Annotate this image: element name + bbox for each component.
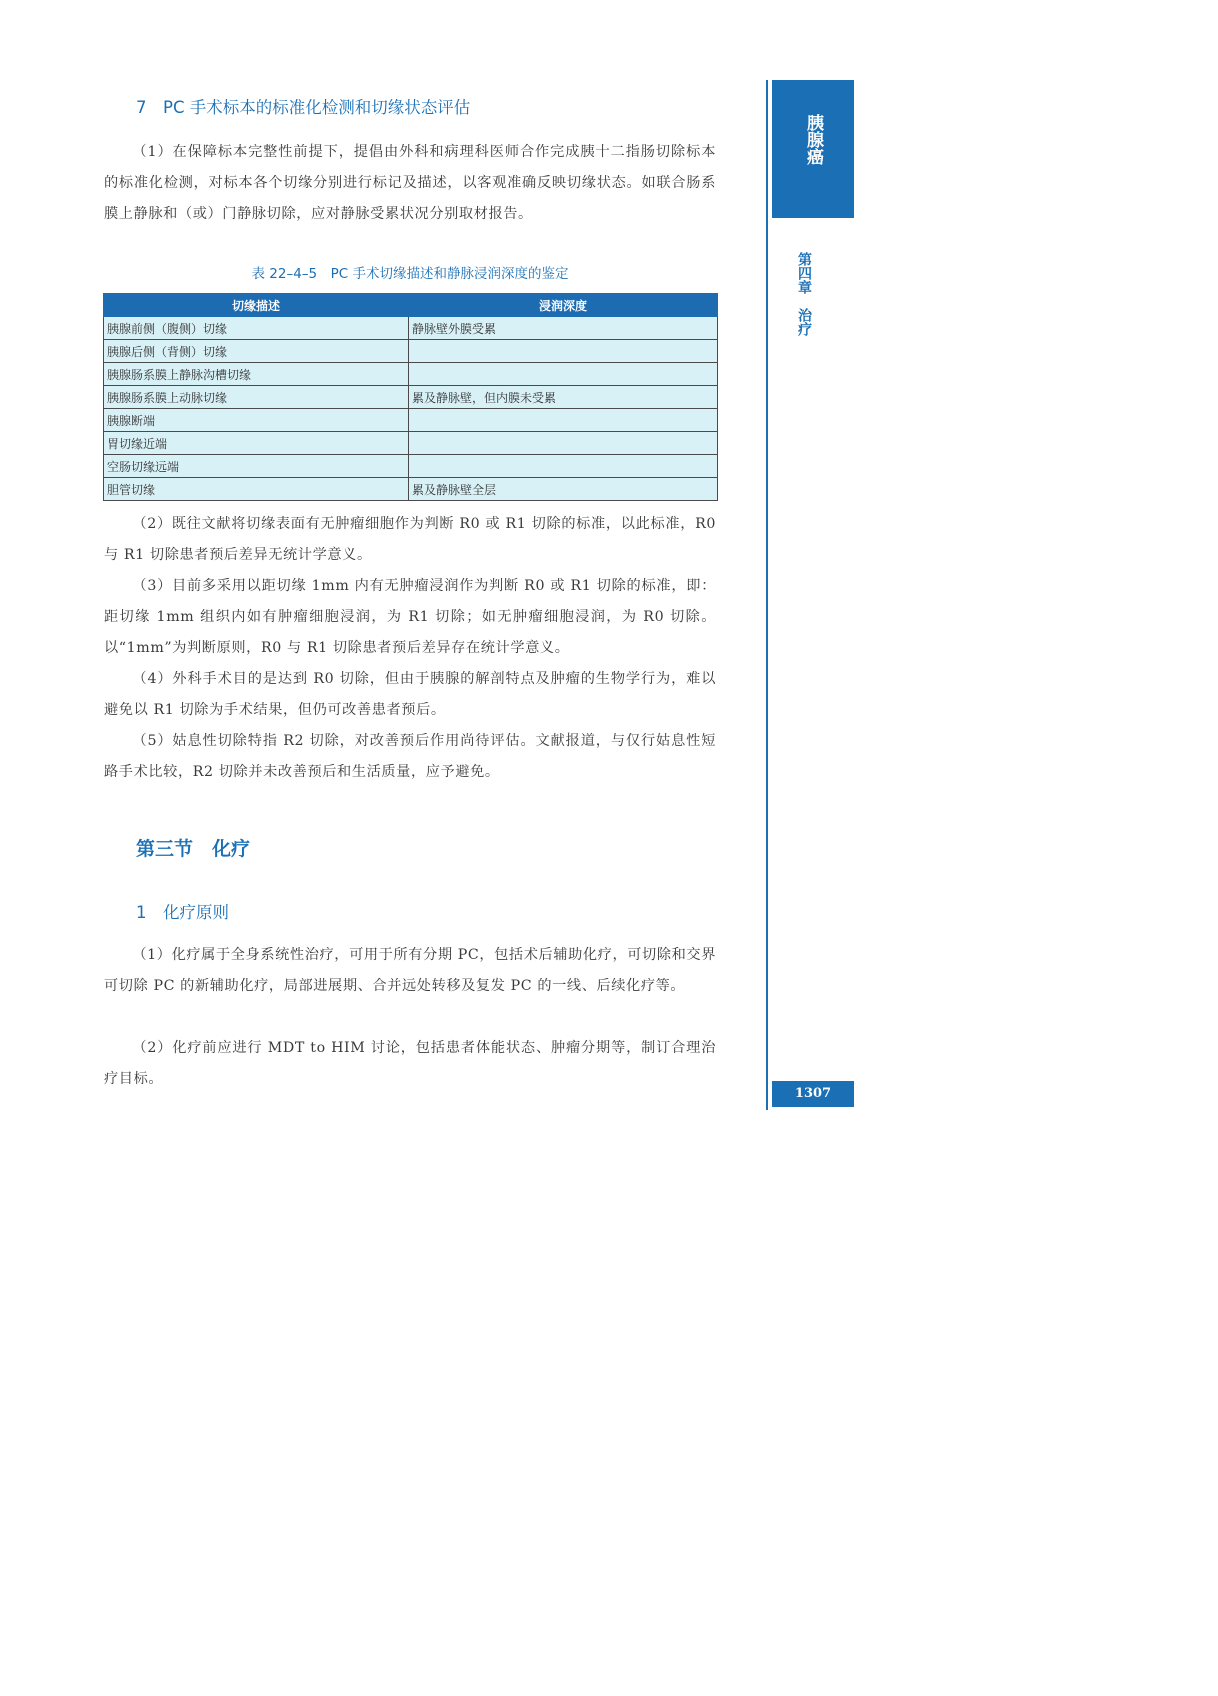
table-cell: 静脉壁外膜受累 <box>409 317 718 340</box>
table-cell: 胰腺前侧（腹侧）切缘 <box>104 317 409 340</box>
table-row <box>104 386 718 409</box>
table-cell <box>409 455 718 478</box>
table-row <box>104 432 718 455</box>
table-row <box>104 363 718 386</box>
paragraph-4: （4）外科手术目的是达到 R0 切除，但由于胰腺的解剖特点及肿瘤的生物学行为，难以避免以 R1 切除为手术结果，但仍可改善患者预后。 <box>104 671 716 718</box>
paragraph-1: （1）在保障标本完整性前提下，提倡由外科和病理科医师合作完成胰十二指肠切除标本的标准化检测，对标本各个切缘分别进行标记及描述，以客观准确反映切缘状态。如联合肠系膜上静脉和（或）门静脉切除，应对静脉受累状况分别取材报告。 <box>104 144 716 222</box>
subsection-heading-1: 1 化疗原则 <box>136 903 229 922</box>
table-cell: 胰腺肠系膜上静脉沟槽切缘 <box>104 363 409 386</box>
margin-table <box>103 293 718 501</box>
table-row <box>104 409 718 432</box>
table-cell <box>409 340 718 363</box>
table-row <box>104 340 718 363</box>
table-header-cell: 切缘描述 <box>104 294 409 317</box>
table-cell: 胆管切缘 <box>104 478 409 501</box>
table-cell <box>409 363 718 386</box>
section-title: 第三节 化疗 <box>136 838 251 860</box>
table-caption: 表 22–4–5 PC 手术切缘描述和静脉浸润深度的鉴定 <box>251 266 569 282</box>
table-cell: 胰腺后侧（背侧）切缘 <box>104 340 409 363</box>
paragraph-3: （3）目前多采用以距切缘 1mm 内有无肿瘤浸润作为判断 R0 或 R1 切除的标准，即：距切缘 1mm 组织内如有肿瘤细胞浸润，为 R1 切除；如无肿瘤细胞浸润，为 R0 切除。以“1mm”为判断原则，R0 与 R1 切除患者预后差异存在统计学意义。 <box>104 578 716 656</box>
table-cell <box>409 432 718 455</box>
paragraph-chemo-2: （2）化疗前应进行 MDT to HIM 讨论，包括患者体能状态、肿瘤分期等，制订合理治疗目标。 <box>104 1040 716 1087</box>
paragraph-chemo-1: （1）化疗属于全身系统性治疗，可用于所有分期 PC，包括术后辅助化疗，可切除和交界可切除 PC 的新辅助化疗，局部进展期、合并远处转移及复发 PC 的一线、后续化疗等。 <box>104 947 716 994</box>
chapter-label <box>796 252 812 336</box>
table-row <box>104 317 718 340</box>
paragraph-5: （5）姑息性切除特指 R2 切除，对改善预后作用尚待评估。文献报道，与仅行姑息性短路手术比较，R2 切除并未改善预后和生活质量，应予避免。 <box>104 733 716 780</box>
book-title-tab: 胰腺癌 <box>772 80 854 218</box>
margin-divider <box>766 80 768 1110</box>
subsection-heading-7: 7 PC 手术标本的标准化检测和切缘状态评估 <box>136 98 471 117</box>
page-number: 1307 <box>772 1081 854 1107</box>
table-row <box>104 478 718 501</box>
table-cell <box>409 409 718 432</box>
table-header-cell: 浸润深度 <box>409 294 718 317</box>
table-cell: 胰腺肠系膜上动脉切缘 <box>104 386 409 409</box>
table-header-row <box>104 294 718 317</box>
table-cell: 空肠切缘远端 <box>104 455 409 478</box>
table-row <box>104 455 718 478</box>
paragraph-2: （2）既往文献将切缘表面有无肿瘤细胞作为判断 R0 或 R1 切除的标准，以此标准，R0 与 R1 切除患者预后差异无统计学意义。 <box>104 516 716 563</box>
table-cell: 累及静脉壁全层 <box>409 478 718 501</box>
chapter-number: 第四章 <box>796 252 812 294</box>
table-cell: 胰腺断端 <box>104 409 409 432</box>
table-cell: 累及静脉壁，但内膜未受累 <box>409 386 718 409</box>
table-cell: 胃切缘近端 <box>104 432 409 455</box>
chapter-topic: 治疗 <box>796 308 812 336</box>
